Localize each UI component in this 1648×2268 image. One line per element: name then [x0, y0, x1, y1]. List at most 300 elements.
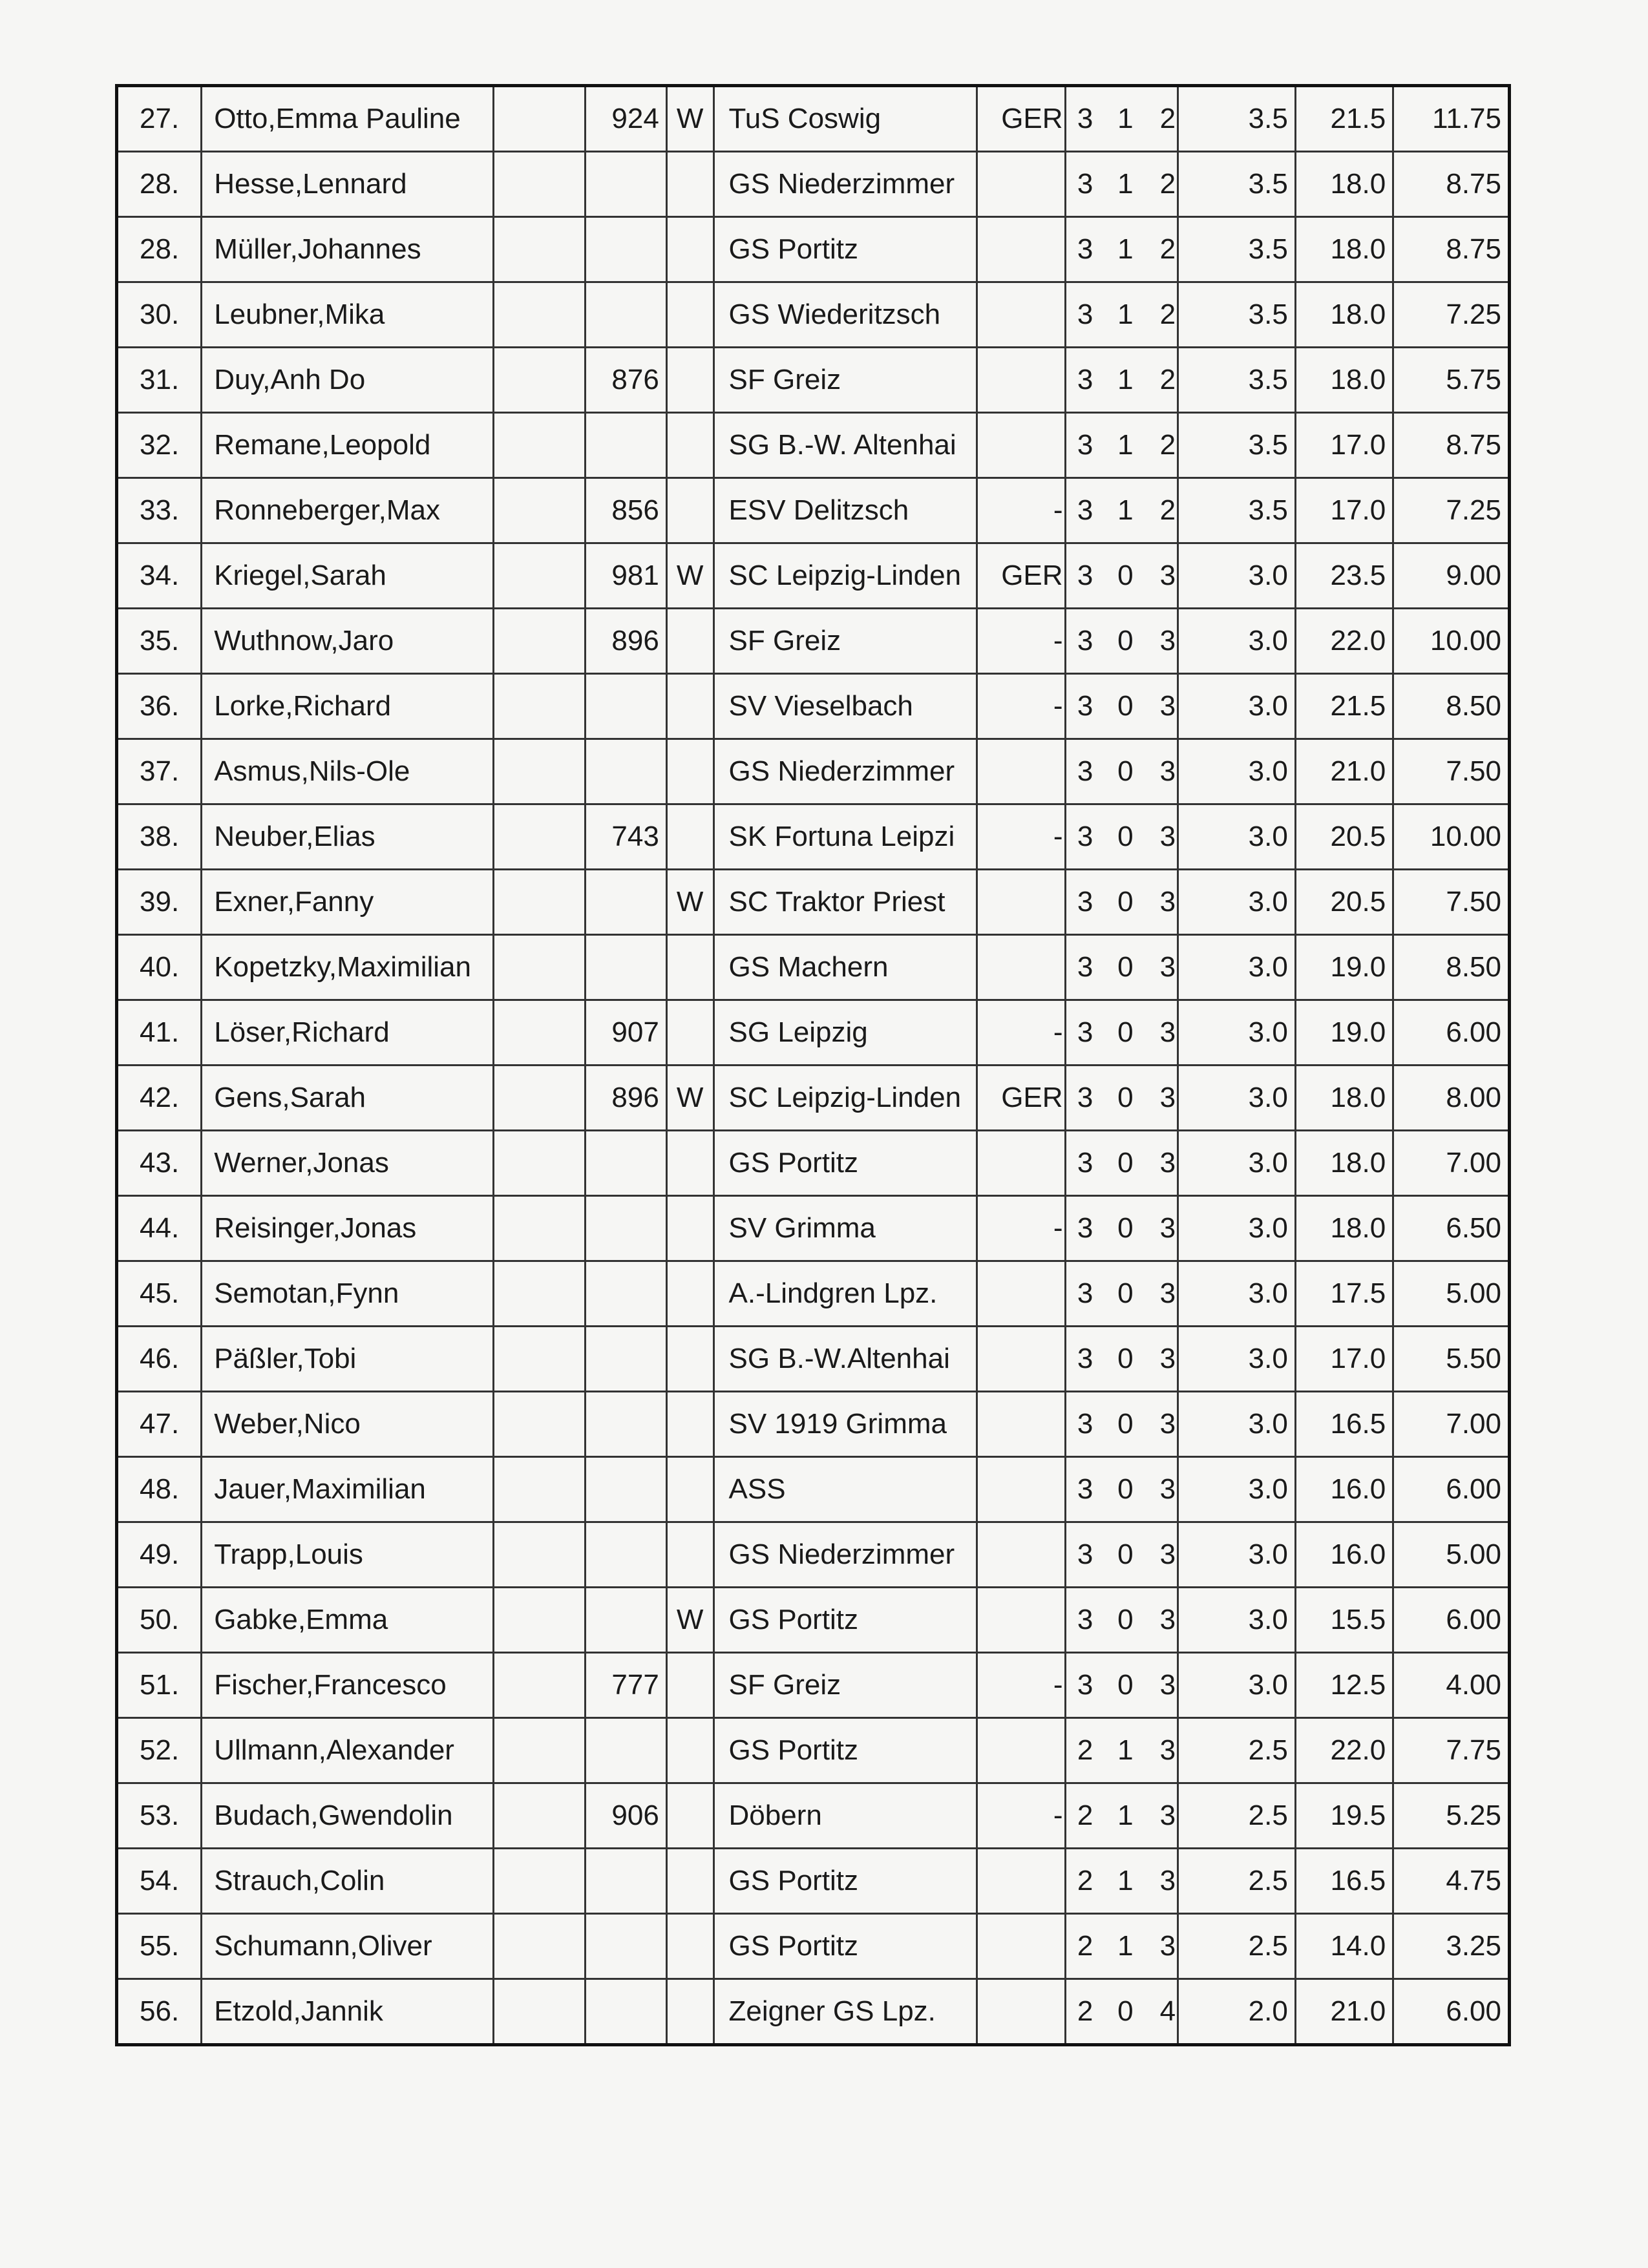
rank-cell: 49. [117, 1522, 202, 1588]
draws-cell: 0 [1104, 1522, 1147, 1588]
federation-cell: - [977, 804, 1065, 870]
sex-cell [666, 1522, 713, 1588]
sex-cell [666, 1261, 713, 1327]
points-cell: 3.0 [1178, 870, 1296, 935]
wins-cell: 3 [1065, 282, 1104, 348]
buchholz-cell: 19.5 [1295, 1783, 1393, 1849]
draws-cell: 0 [1104, 1000, 1147, 1066]
club-cell: GS Portitz [713, 1849, 977, 1914]
club-cell: SG B.-W.Altenhai [713, 1327, 977, 1392]
player-name-cell: Lorke,Richard [202, 674, 494, 739]
tiebreak-cell: 7.00 [1393, 1392, 1510, 1457]
table-row [117, 1588, 1510, 1653]
table-row [117, 1066, 1510, 1131]
tiebreak-cell: 4.00 [1393, 1653, 1510, 1718]
draws-cell: 1 [1104, 1914, 1147, 1979]
sex-cell: W [666, 86, 713, 152]
player-name-cell: Müller,Johannes [202, 217, 494, 282]
title-cell [494, 543, 585, 609]
table-row [117, 1392, 1510, 1457]
club-cell: Zeigner GS Lpz. [713, 1979, 977, 2045]
tiebreak-cell: 5.25 [1393, 1783, 1510, 1849]
losses-cell: 3 [1146, 739, 1178, 804]
sex-cell [666, 1000, 713, 1066]
rating-cell: 777 [585, 1653, 666, 1718]
player-name-cell: Schumann,Oliver [202, 1914, 494, 1979]
wins-cell: 3 [1065, 1196, 1104, 1261]
losses-cell: 3 [1146, 1783, 1178, 1849]
tiebreak-cell: 6.00 [1393, 1588, 1510, 1653]
wins-cell: 3 [1065, 739, 1104, 804]
rank-cell: 55. [117, 1914, 202, 1979]
sex-cell [666, 739, 713, 804]
federation-cell [977, 935, 1065, 1000]
tiebreak-cell: 8.75 [1393, 217, 1510, 282]
rank-cell: 33. [117, 478, 202, 543]
rank-cell: 46. [117, 1327, 202, 1392]
losses-cell: 2 [1146, 217, 1178, 282]
points-cell: 2.5 [1178, 1849, 1296, 1914]
tiebreak-cell: 11.75 [1393, 86, 1510, 152]
tiebreak-cell: 7.75 [1393, 1718, 1510, 1783]
wins-cell: 3 [1065, 348, 1104, 413]
wins-cell: 3 [1065, 152, 1104, 217]
club-cell: SF Greiz [713, 609, 977, 674]
rating-cell [585, 1196, 666, 1261]
wins-cell: 3 [1065, 543, 1104, 609]
sex-cell [666, 1196, 713, 1261]
federation-cell [977, 413, 1065, 478]
buchholz-cell: 16.5 [1295, 1849, 1393, 1914]
points-cell: 3.0 [1178, 1196, 1296, 1261]
title-cell [494, 217, 585, 282]
player-name-cell: Fischer,Francesco [202, 1653, 494, 1718]
federation-cell [977, 1718, 1065, 1783]
rating-cell [585, 1849, 666, 1914]
rating-cell: 906 [585, 1783, 666, 1849]
title-cell [494, 152, 585, 217]
federation-cell [977, 1522, 1065, 1588]
club-cell: A.-Lindgren Lpz. [713, 1261, 977, 1327]
wins-cell: 3 [1065, 1588, 1104, 1653]
player-name-cell: Hesse,Lennard [202, 152, 494, 217]
tiebreak-cell: 7.25 [1393, 478, 1510, 543]
draws-cell: 1 [1104, 413, 1147, 478]
rating-cell [585, 217, 666, 282]
wins-cell: 3 [1065, 1066, 1104, 1131]
standings-body [117, 86, 1510, 2045]
club-cell: SV Vieselbach [713, 674, 977, 739]
title-cell [494, 1849, 585, 1914]
draws-cell: 0 [1104, 1261, 1147, 1327]
losses-cell: 3 [1146, 1849, 1178, 1914]
wins-cell: 2 [1065, 1783, 1104, 1849]
buchholz-cell: 19.0 [1295, 1000, 1393, 1066]
title-cell [494, 1522, 585, 1588]
buchholz-cell: 23.5 [1295, 543, 1393, 609]
losses-cell: 3 [1146, 1653, 1178, 1718]
losses-cell: 3 [1146, 1131, 1178, 1196]
club-cell: GS Niederzimmer [713, 1522, 977, 1588]
player-name-cell: Ullmann,Alexander [202, 1718, 494, 1783]
losses-cell: 2 [1146, 86, 1178, 152]
title-cell [494, 1000, 585, 1066]
sex-cell [666, 1392, 713, 1457]
rank-cell: 27. [117, 86, 202, 152]
title-cell [494, 935, 585, 1000]
points-cell: 3.0 [1178, 1522, 1296, 1588]
rank-cell: 40. [117, 935, 202, 1000]
title-cell [494, 478, 585, 543]
buchholz-cell: 19.0 [1295, 935, 1393, 1000]
losses-cell: 3 [1146, 1522, 1178, 1588]
sex-cell [666, 217, 713, 282]
tiebreak-cell: 8.75 [1393, 413, 1510, 478]
draws-cell: 0 [1104, 609, 1147, 674]
points-cell: 2.5 [1178, 1718, 1296, 1783]
player-name-cell: Neuber,Elias [202, 804, 494, 870]
rank-cell: 31. [117, 348, 202, 413]
federation-cell: - [977, 1000, 1065, 1066]
table-row [117, 674, 1510, 739]
wins-cell: 3 [1065, 1327, 1104, 1392]
sex-cell [666, 1653, 713, 1718]
buchholz-cell: 18.0 [1295, 1131, 1393, 1196]
tiebreak-cell: 6.00 [1393, 1000, 1510, 1066]
tiebreak-cell: 8.50 [1393, 674, 1510, 739]
rating-cell: 907 [585, 1000, 666, 1066]
sex-cell: W [666, 1588, 713, 1653]
buchholz-cell: 21.5 [1295, 86, 1393, 152]
buchholz-cell: 16.0 [1295, 1457, 1393, 1522]
player-name-cell: Reisinger,Jonas [202, 1196, 494, 1261]
rank-cell: 36. [117, 674, 202, 739]
rating-cell [585, 152, 666, 217]
rank-cell: 38. [117, 804, 202, 870]
table-row [117, 1914, 1510, 1979]
losses-cell: 3 [1146, 1392, 1178, 1457]
draws-cell: 0 [1104, 1979, 1147, 2045]
rank-cell: 34. [117, 543, 202, 609]
tiebreak-cell: 7.25 [1393, 282, 1510, 348]
rank-cell: 50. [117, 1588, 202, 1653]
rank-cell: 47. [117, 1392, 202, 1457]
rating-cell [585, 413, 666, 478]
buchholz-cell: 18.0 [1295, 1066, 1393, 1131]
club-cell: SV 1919 Grimma [713, 1392, 977, 1457]
points-cell: 3.5 [1178, 86, 1296, 152]
sex-cell [666, 1457, 713, 1522]
points-cell: 3.0 [1178, 1588, 1296, 1653]
draws-cell: 1 [1104, 152, 1147, 217]
sex-cell [666, 1131, 713, 1196]
rank-cell: 56. [117, 1979, 202, 2045]
federation-cell: GER [977, 1066, 1065, 1131]
tiebreak-cell: 10.00 [1393, 609, 1510, 674]
federation-cell: GER [977, 543, 1065, 609]
draws-cell: 1 [1104, 1718, 1147, 1783]
tiebreak-cell: 4.75 [1393, 1849, 1510, 1914]
table-row [117, 1327, 1510, 1392]
points-cell: 3.0 [1178, 674, 1296, 739]
club-cell: SV Grimma [713, 1196, 977, 1261]
rank-cell: 45. [117, 1261, 202, 1327]
losses-cell: 2 [1146, 478, 1178, 543]
rank-cell: 44. [117, 1196, 202, 1261]
federation-cell: - [977, 1783, 1065, 1849]
tiebreak-cell: 9.00 [1393, 543, 1510, 609]
title-cell [494, 739, 585, 804]
club-cell: GS Niederzimmer [713, 152, 977, 217]
wins-cell: 3 [1065, 1131, 1104, 1196]
buchholz-cell: 18.0 [1295, 217, 1393, 282]
wins-cell: 3 [1065, 478, 1104, 543]
club-cell: SF Greiz [713, 1653, 977, 1718]
losses-cell: 3 [1146, 804, 1178, 870]
draws-cell: 0 [1104, 935, 1147, 1000]
sex-cell [666, 804, 713, 870]
federation-cell [977, 1588, 1065, 1653]
club-cell: GS Portitz [713, 217, 977, 282]
title-cell [494, 1914, 585, 1979]
standings-table [115, 84, 1511, 2046]
buchholz-cell: 18.0 [1295, 282, 1393, 348]
table-row [117, 1196, 1510, 1261]
rank-cell: 53. [117, 1783, 202, 1849]
title-cell [494, 413, 585, 478]
sex-cell [666, 1979, 713, 2045]
player-name-cell: Kriegel,Sarah [202, 543, 494, 609]
wins-cell: 3 [1065, 674, 1104, 739]
club-cell: ESV Delitzsch [713, 478, 977, 543]
points-cell: 3.0 [1178, 543, 1296, 609]
draws-cell: 1 [1104, 348, 1147, 413]
player-name-cell: Jauer,Maximilian [202, 1457, 494, 1522]
draws-cell: 0 [1104, 804, 1147, 870]
points-cell: 3.0 [1178, 935, 1296, 1000]
sex-cell [666, 1914, 713, 1979]
player-name-cell: Strauch,Colin [202, 1849, 494, 1914]
tiebreak-cell: 10.00 [1393, 804, 1510, 870]
title-cell [494, 1327, 585, 1392]
wins-cell: 3 [1065, 86, 1104, 152]
buchholz-cell: 21.5 [1295, 674, 1393, 739]
title-cell [494, 674, 585, 739]
player-name-cell: Remane,Leopold [202, 413, 494, 478]
sex-cell: W [666, 1066, 713, 1131]
club-cell: GS Portitz [713, 1131, 977, 1196]
losses-cell: 3 [1146, 543, 1178, 609]
table-row [117, 1000, 1510, 1066]
wins-cell: 3 [1065, 1000, 1104, 1066]
tiebreak-cell: 7.00 [1393, 1131, 1510, 1196]
rank-cell: 42. [117, 1066, 202, 1131]
rating-cell [585, 1261, 666, 1327]
federation-cell: - [977, 1196, 1065, 1261]
rating-cell [585, 1327, 666, 1392]
club-cell: GS Portitz [713, 1718, 977, 1783]
wins-cell: 3 [1065, 1457, 1104, 1522]
title-cell [494, 1392, 585, 1457]
player-name-cell: Etzold,Jannik [202, 1979, 494, 2045]
player-name-cell: Leubner,Mika [202, 282, 494, 348]
rating-cell: 896 [585, 609, 666, 674]
rating-cell: 981 [585, 543, 666, 609]
points-cell: 3.5 [1178, 152, 1296, 217]
table-row [117, 1783, 1510, 1849]
club-cell: SF Greiz [713, 348, 977, 413]
draws-cell: 0 [1104, 543, 1147, 609]
rank-cell: 43. [117, 1131, 202, 1196]
losses-cell: 2 [1146, 348, 1178, 413]
rating-cell: 856 [585, 478, 666, 543]
club-cell: SK Fortuna Leipzi [713, 804, 977, 870]
federation-cell [977, 1914, 1065, 1979]
rating-cell [585, 1131, 666, 1196]
buchholz-cell: 21.0 [1295, 1979, 1393, 2045]
table-row [117, 543, 1510, 609]
points-cell: 3.5 [1178, 348, 1296, 413]
player-name-cell: Duy,Anh Do [202, 348, 494, 413]
tiebreak-cell: 7.50 [1393, 739, 1510, 804]
player-name-cell: Trapp,Louis [202, 1522, 494, 1588]
rating-cell [585, 870, 666, 935]
buchholz-cell: 20.5 [1295, 804, 1393, 870]
player-name-cell: Otto,Emma Pauline [202, 86, 494, 152]
player-name-cell: Weber,Nico [202, 1392, 494, 1457]
losses-cell: 3 [1146, 1000, 1178, 1066]
wins-cell: 3 [1065, 1392, 1104, 1457]
buchholz-cell: 17.0 [1295, 413, 1393, 478]
rating-cell [585, 1979, 666, 2045]
draws-cell: 0 [1104, 1392, 1147, 1457]
rating-cell: 896 [585, 1066, 666, 1131]
wins-cell: 3 [1065, 804, 1104, 870]
rating-cell [585, 282, 666, 348]
tiebreak-cell: 6.00 [1393, 1457, 1510, 1522]
wins-cell: 3 [1065, 609, 1104, 674]
points-cell: 3.5 [1178, 478, 1296, 543]
federation-cell: - [977, 478, 1065, 543]
wins-cell: 3 [1065, 870, 1104, 935]
points-cell: 3.0 [1178, 1131, 1296, 1196]
federation-cell [977, 1327, 1065, 1392]
draws-cell: 0 [1104, 1653, 1147, 1718]
losses-cell: 3 [1146, 1066, 1178, 1131]
points-cell: 3.5 [1178, 282, 1296, 348]
title-cell [494, 348, 585, 413]
title-cell [494, 1457, 585, 1522]
player-name-cell: Semotan,Fynn [202, 1261, 494, 1327]
sex-cell [666, 1849, 713, 1914]
table-row [117, 1131, 1510, 1196]
table-row [117, 413, 1510, 478]
player-name-cell: Asmus,Nils-Ole [202, 739, 494, 804]
title-cell [494, 1131, 585, 1196]
table-row [117, 478, 1510, 543]
losses-cell: 2 [1146, 152, 1178, 217]
table-row [117, 1718, 1510, 1783]
buchholz-cell: 17.5 [1295, 1261, 1393, 1327]
losses-cell: 3 [1146, 609, 1178, 674]
wins-cell: 3 [1065, 935, 1104, 1000]
federation-cell [977, 1392, 1065, 1457]
losses-cell: 3 [1146, 1718, 1178, 1783]
rank-cell: 41. [117, 1000, 202, 1066]
federation-cell [977, 1457, 1065, 1522]
losses-cell: 3 [1146, 1588, 1178, 1653]
federation-cell [977, 1261, 1065, 1327]
federation-cell [977, 1849, 1065, 1914]
losses-cell: 3 [1146, 674, 1178, 739]
player-name-cell: Gens,Sarah [202, 1066, 494, 1131]
draws-cell: 0 [1104, 739, 1147, 804]
losses-cell: 3 [1146, 1327, 1178, 1392]
points-cell: 3.0 [1178, 1457, 1296, 1522]
club-cell: SC Leipzig-Linden [713, 1066, 977, 1131]
rating-cell: 924 [585, 86, 666, 152]
player-name-cell: Gabke,Emma [202, 1588, 494, 1653]
federation-cell [977, 348, 1065, 413]
rank-cell: 28. [117, 217, 202, 282]
draws-cell: 0 [1104, 870, 1147, 935]
draws-cell: 0 [1104, 674, 1147, 739]
club-cell: GS Portitz [713, 1588, 977, 1653]
buchholz-cell: 14.0 [1295, 1914, 1393, 1979]
table-row [117, 1522, 1510, 1588]
table-row [117, 935, 1510, 1000]
rank-cell: 52. [117, 1718, 202, 1783]
wins-cell: 2 [1065, 1914, 1104, 1979]
wins-cell: 3 [1065, 413, 1104, 478]
federation-cell [977, 282, 1065, 348]
federation-cell: - [977, 609, 1065, 674]
federation-cell [977, 1979, 1065, 2045]
table-row [117, 86, 1510, 152]
rating-cell [585, 1392, 666, 1457]
table-row [117, 1653, 1510, 1718]
sex-cell [666, 152, 713, 217]
rank-cell: 48. [117, 1457, 202, 1522]
wins-cell: 3 [1065, 1522, 1104, 1588]
wins-cell: 3 [1065, 1653, 1104, 1718]
buchholz-cell: 16.5 [1295, 1392, 1393, 1457]
player-name-cell: Kopetzky,Maximilian [202, 935, 494, 1000]
federation-cell [977, 1131, 1065, 1196]
tiebreak-cell: 5.75 [1393, 348, 1510, 413]
draws-cell: 1 [1104, 282, 1147, 348]
table-row [117, 217, 1510, 282]
club-cell: SC Leipzig-Linden [713, 543, 977, 609]
table-row [117, 282, 1510, 348]
federation-cell [977, 870, 1065, 935]
rank-cell: 37. [117, 739, 202, 804]
club-cell: GS Machern [713, 935, 977, 1000]
buchholz-cell: 18.0 [1295, 1196, 1393, 1261]
title-cell [494, 1718, 585, 1783]
draws-cell: 1 [1104, 1783, 1147, 1849]
points-cell: 3.0 [1178, 1392, 1296, 1457]
title-cell [494, 1979, 585, 2045]
rating-cell [585, 674, 666, 739]
tiebreak-cell: 8.75 [1393, 152, 1510, 217]
sex-cell [666, 413, 713, 478]
club-cell: GS Portitz [713, 1914, 977, 1979]
draws-cell: 0 [1104, 1588, 1147, 1653]
tiebreak-cell: 7.50 [1393, 870, 1510, 935]
sex-cell [666, 478, 713, 543]
rank-cell: 30. [117, 282, 202, 348]
